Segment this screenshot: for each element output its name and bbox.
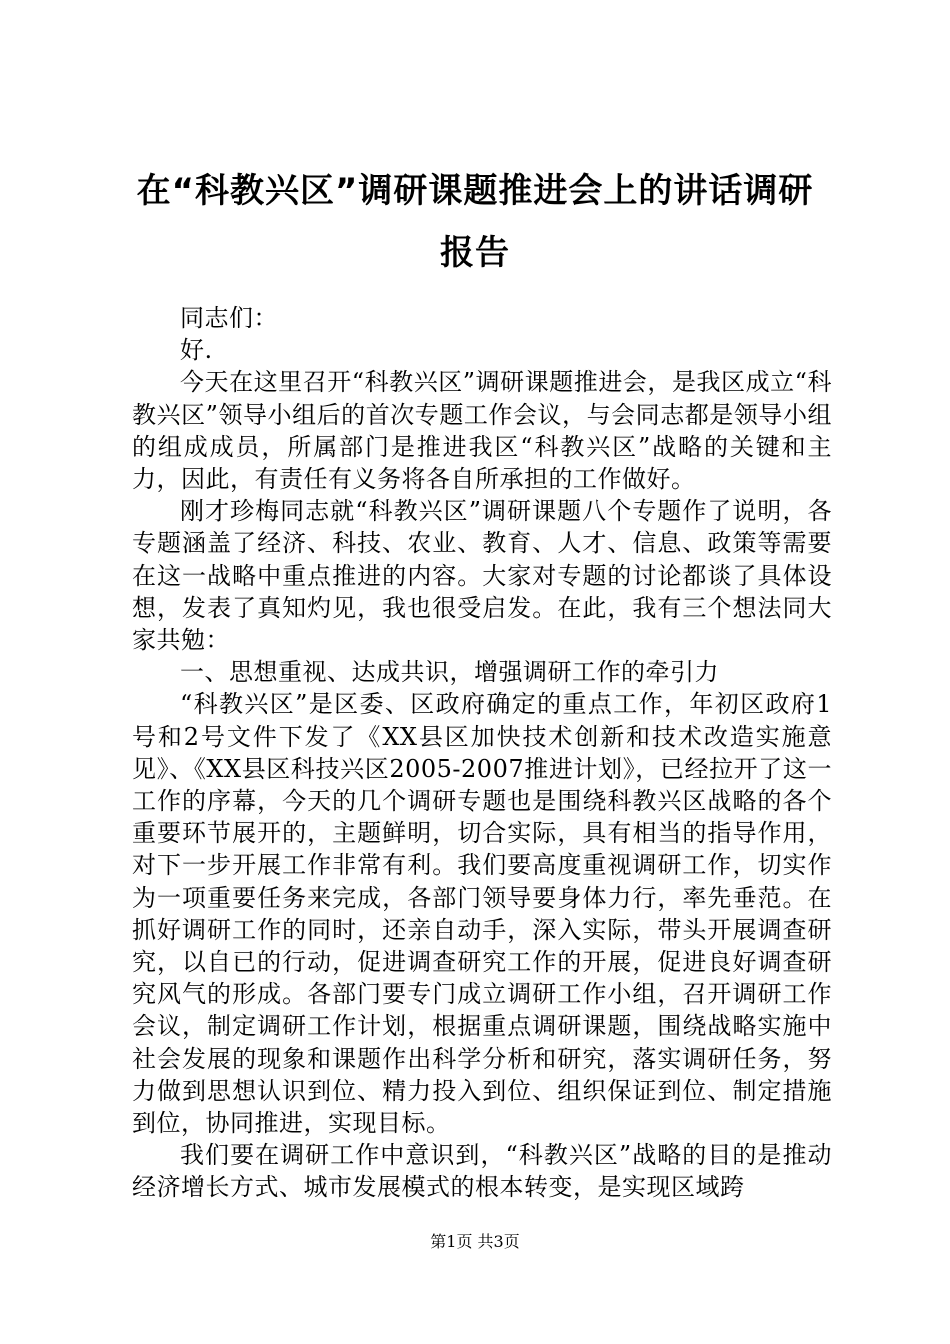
paragraph: “科教兴区”是区委、区政府确定的重点工作，年初区政府1号和2号文件下发了《XX县区加快技术创新和技术改造实施意见》、《XX县区科技兴区2005-2007推进计划》，已经拉开了这一工作的序幕，今天的几个调研专题也是围绕科教兴区战略的各个重要环节展开的，主题鲜明，切合实际，具有相当的指导作用，对下一步开展工作非常有利。我们要高度重视调研工作，切实作为一项重要任务来完成，各部门领导要身体力行，率先垂范。在抓好调研工作的同时，还亲自动手，深入实际，带头开展调查研究，以自已的行动，促进调查研究工作的开展，促进良好调查研究风气的形成。各部门要专门成立调研工作小组，召开调研工作会议，制定调研工作计划，根据重点调研课题，围绕战略实施中社会发展的现象和课题作出科学分析和研究，落实调研任务，努力做到思想认识到位、精力投入到位、组织保证到位、制定措施到位，协同推进，实现目标。 bbox=[132, 690, 832, 1138]
greeting: 好. bbox=[180, 336, 213, 365]
paragraph: 刚才珍梅同志就“科教兴区”调研课题八个专题作了说明，各专题涵盖了经济、科技、农业、教育、人才、信息、政策等需要在这一战略中重点推进的内容。大家对专题的讨论都谈了具体设想，发表了真知灼见，我也很受启发。在此，我有三个想法同大家共勉： bbox=[132, 497, 832, 655]
section-heading: 一、思想重视、达成共识，增强调研工作的牵引力 bbox=[180, 658, 719, 687]
paragraph: 我们要在调研工作中意识到，“科教兴区”战略的目的是推动经济增长方式、城市发展模式的根本转变，是实现区域跨 bbox=[132, 1141, 832, 1202]
document-title: 在“科教兴区”调研课题推进会上的讲话调研报告 bbox=[136, 171, 814, 273]
salutation: 同志们： bbox=[180, 304, 278, 332]
page-footer: 第1页 共3页 bbox=[430, 1232, 520, 1251]
document-body bbox=[132, 302, 832, 1204]
paragraph: 今天在这里召开“科教兴区”调研课题推进会，是我区成立“科教兴区”领导小组后的首次专题工作会议，与会同志都是领导小组的组成成员，所属部门是推进我区“科教兴区”战略的关键和主力，因此，有责任有义务将各自所承担的工作做好。 bbox=[132, 368, 832, 494]
